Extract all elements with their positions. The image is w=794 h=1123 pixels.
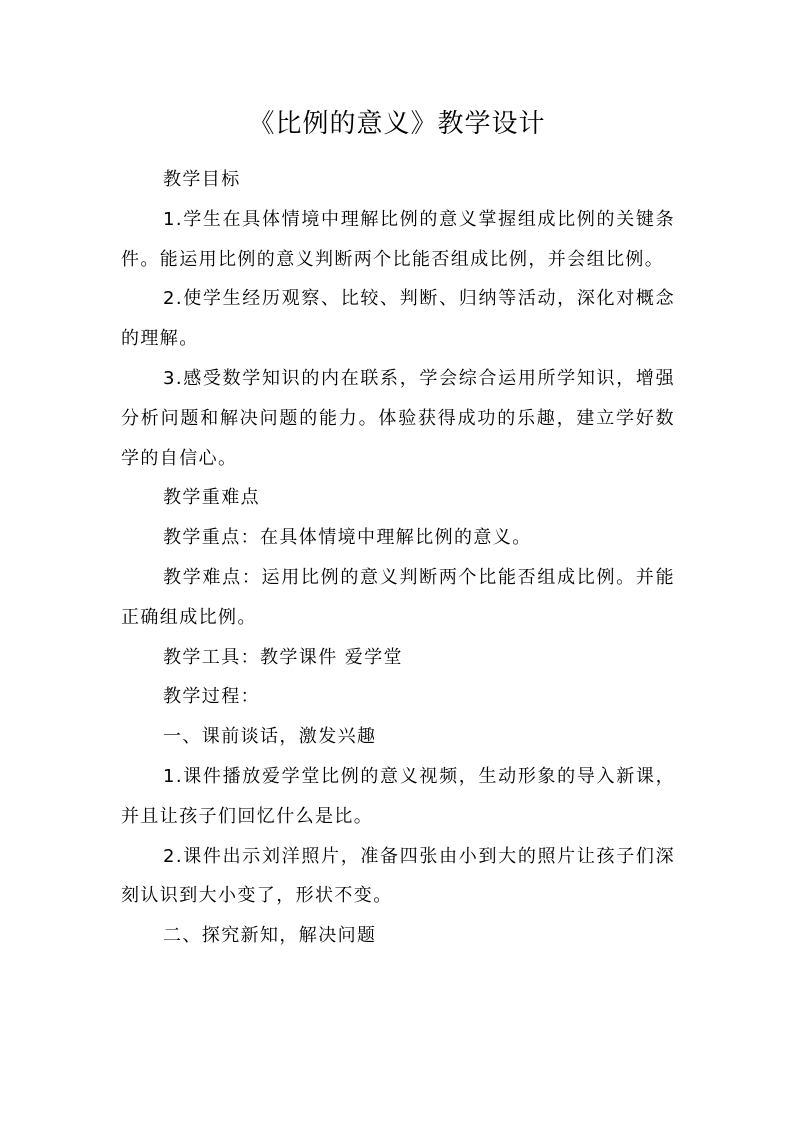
key-point: 教学重点：在具体情境中理解比例的意义。	[163, 527, 532, 549]
section-heading-process: 教学过程：	[163, 686, 260, 708]
process-step-1-heading: 一、课前谈话，激发兴趣	[163, 726, 377, 748]
process-step-1-item-2: 2.课件出示刘洋照片，准备四张由小到大的照片让孩子们深刻认识到大小变了，形状不变。	[121, 845, 675, 907]
difficult-point: 教学难点：运用比例的意义判断两个比能否组成比例。并能正确组成比例。	[121, 566, 675, 628]
document-title: 《比例的意义》教学设计	[248, 109, 546, 139]
teaching-tools: 教学工具：教学课件 爱学堂	[163, 646, 403, 668]
section-heading-key-points: 教学重难点	[163, 487, 260, 509]
objective-3: 3.感受数学知识的内在联系，学会综合运用所学知识，增强分析问题和解决问题的能力。体验获得成功的乐趣，建立学好数学的自信心。	[121, 367, 675, 469]
objective-2: 2.使学生经历观察、比较、判断、归纳等活动，深化对概念的理解。	[121, 288, 675, 350]
objective-1: 1.学生在具体情境中理解比例的意义掌握组成比例的关键条件。能运用比例的意义判断两个比能否组成比例，并会组比例。	[121, 208, 675, 270]
document-body	[121, 160, 675, 956]
process-step-1-item-1: 1.课件播放爱学堂比例的意义视频，生动形象的导入新课，并且让孩子们回忆什么是比。	[121, 765, 675, 827]
section-heading-objectives: 教学目标	[163, 169, 241, 190]
process-step-2-heading: 二、探究新知，解决问题	[163, 925, 377, 947]
